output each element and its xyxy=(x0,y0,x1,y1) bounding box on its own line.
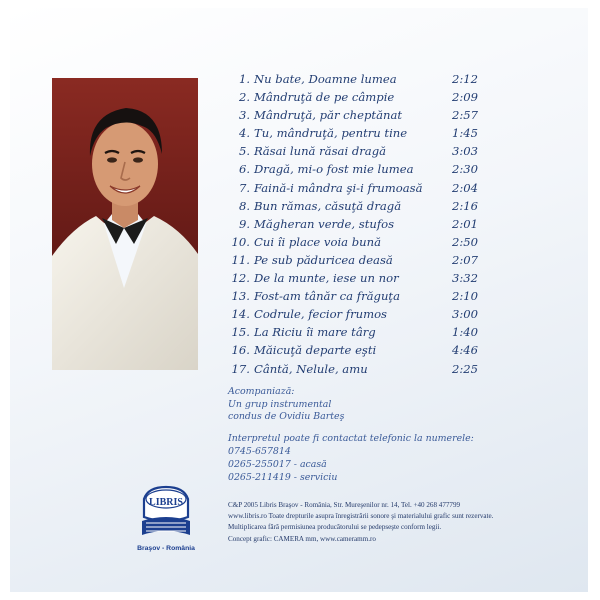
contact-heading: Interpretul poate fi contactat telefonic la numerele: xyxy=(228,433,474,444)
track-duration: 2:30 xyxy=(451,162,478,177)
track-title: Răsai lună răsai dragă xyxy=(254,144,387,159)
track-row xyxy=(222,251,478,269)
track-title: Cântă, Nelule, amu xyxy=(254,361,368,376)
legal-notice xyxy=(228,500,568,545)
track-number: 5. xyxy=(238,144,250,159)
track-number: 15. xyxy=(231,325,250,340)
track-number: 2. xyxy=(238,90,250,105)
track-duration: 2:01 xyxy=(451,216,478,231)
legal-line: www.libris.ro Toate drepturile asupra înregistrării sonore şi materialului grafic sunt rezervate. xyxy=(228,512,494,521)
contact-phone: 0265-211419 - serviciu xyxy=(228,472,338,483)
track-title: Tu, mândruţă, pentru tine xyxy=(254,126,408,141)
track-title: Măgheran verde, stufos xyxy=(254,216,395,231)
track-row xyxy=(222,106,478,124)
track-duration: 2:09 xyxy=(451,90,478,105)
track-row xyxy=(222,215,478,233)
track-row xyxy=(222,88,478,106)
track-row xyxy=(222,197,478,215)
artist-portrait-illustration xyxy=(52,78,198,370)
track-duration: 2:50 xyxy=(451,234,478,249)
track-title: Nu bate, Doamne lumea xyxy=(254,72,397,86)
track-number: 8. xyxy=(238,198,250,213)
track-number: 6. xyxy=(238,162,250,177)
track-title: Faină-i mândra şi-i frumoasă xyxy=(254,180,423,195)
track-number: 1. xyxy=(238,72,250,86)
track-row xyxy=(222,323,478,341)
track-duration: 4:46 xyxy=(451,343,478,358)
track-number: 12. xyxy=(231,271,250,286)
track-duration: 3:03 xyxy=(451,144,478,159)
contact-info xyxy=(228,432,588,484)
legal-line: Multiplicarea fără permisiunea producătorului se pedepseşte conform legii. xyxy=(228,523,442,532)
accompaniment-line: Un grup instrumental xyxy=(228,398,332,410)
accompaniment-line: condus de Ovidiu Barteş xyxy=(228,411,345,422)
accompaniment-heading: Acompaniază: xyxy=(228,386,295,397)
artist-photo xyxy=(52,78,198,370)
track-duration: 2:04 xyxy=(451,180,478,195)
legal-line: Concept grafic: CAMERA mm, www.cameramm.ro xyxy=(228,534,376,543)
track-row xyxy=(222,160,478,178)
track-number: 13. xyxy=(231,289,250,304)
track-title: Fost-am tânăr ca frăguţa xyxy=(254,289,400,304)
track-title: La Riciu îi mare târg xyxy=(254,325,376,340)
track-duration: 2:07 xyxy=(451,252,478,267)
logo-caption: Braşov - România xyxy=(137,545,195,552)
track-duration: 2:25 xyxy=(451,361,478,376)
track-duration: 2:10 xyxy=(451,289,478,304)
track-number: 4. xyxy=(238,126,250,141)
track-row xyxy=(222,179,478,197)
tracklist xyxy=(222,70,478,378)
track-row xyxy=(222,70,478,88)
track-title: Pe sub păduricea deasă xyxy=(254,252,393,267)
track-row xyxy=(222,360,478,378)
track-duration: 1:40 xyxy=(451,325,478,340)
track-number: 11. xyxy=(231,252,250,267)
contact-phone: 0265-255017 - acasă xyxy=(228,459,327,470)
track-duration: 2:12 xyxy=(451,72,478,86)
track-duration: 3:32 xyxy=(451,271,478,286)
track-title: Codrule, fecior frumos xyxy=(254,307,388,322)
track-number: 17. xyxy=(231,361,250,376)
track-row xyxy=(222,142,478,160)
track-row xyxy=(222,305,478,323)
track-number: 14. xyxy=(231,307,250,322)
track-duration: 2:16 xyxy=(451,198,478,213)
track-row xyxy=(222,269,478,287)
logo-wordmark: LIBRIS xyxy=(149,497,183,508)
contact-phone: 0745-657814 xyxy=(228,446,291,457)
accompaniment-credits xyxy=(228,386,588,424)
track-title: Bun rămas, căsuţă dragă xyxy=(254,198,402,213)
track-title: Cui îi place voia bună xyxy=(254,234,382,249)
track-number: 7. xyxy=(238,180,250,195)
track-row xyxy=(222,287,478,305)
track-duration: 1:45 xyxy=(451,126,478,141)
legal-line: C&P 2005 Libris Braşov - România, Str. Mureşenilor nr. 14, Tel. +40 268 477799 xyxy=(228,501,461,509)
track-number: 16. xyxy=(231,343,250,358)
track-title: De la munte, iese un nor xyxy=(254,271,399,286)
track-title: Dragă, mi-o fost mie lumea xyxy=(254,162,414,177)
track-row xyxy=(222,233,478,251)
track-title: Măicuţă departe eşti xyxy=(254,343,377,358)
track-number: 10. xyxy=(231,234,250,249)
track-row xyxy=(222,124,478,142)
track-row xyxy=(222,341,478,359)
track-title: Mândruţă de pe câmpie xyxy=(254,90,395,105)
track-duration: 2:57 xyxy=(451,108,478,123)
track-title: Mândruţă, păr cheptănat xyxy=(254,108,403,123)
track-number: 3. xyxy=(238,108,250,123)
track-duration: 3:00 xyxy=(451,307,478,322)
track-number: 9. xyxy=(238,216,250,231)
